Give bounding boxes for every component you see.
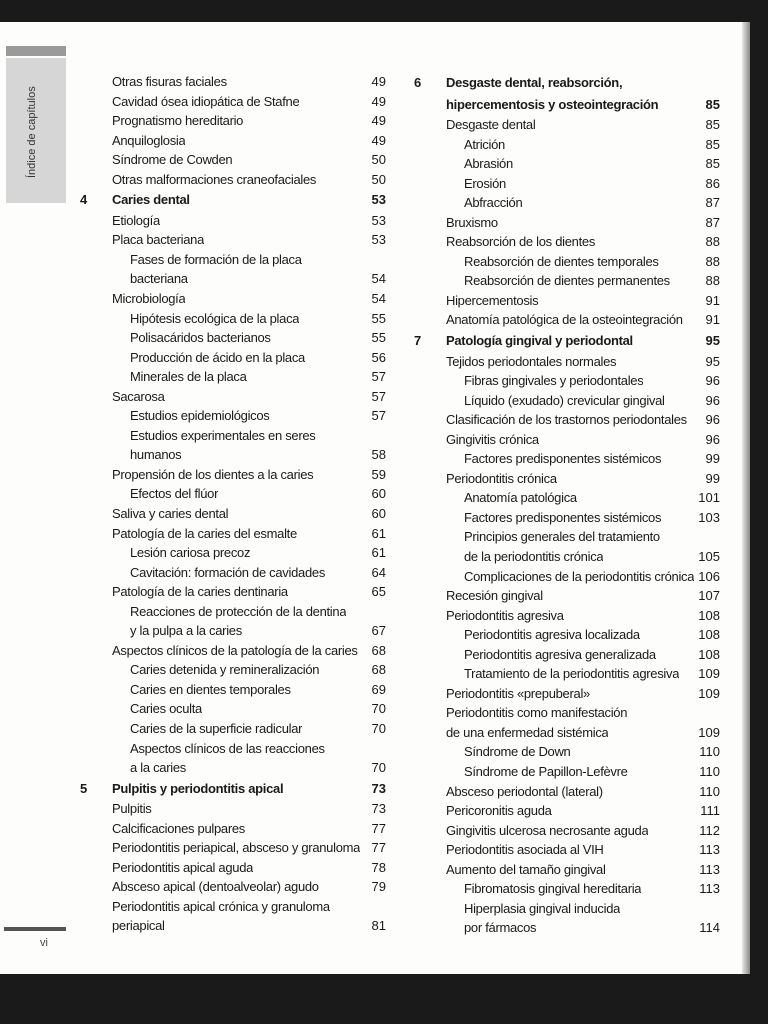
toc-entry	[414, 684, 720, 704]
toc-entry	[80, 426, 386, 446]
toc-entry	[80, 758, 386, 778]
toc-entry-title: Reacciones de protección de la dentina	[130, 603, 347, 619]
toc-entry-title: Periodontitis agresiva localizada	[464, 627, 640, 643]
toc-entry	[414, 115, 720, 135]
toc-page-number: 70	[371, 760, 386, 776]
toc-entry-title: Tratamiento de la periodontitis agresiva	[464, 666, 680, 682]
toc-page-number: 87	[705, 195, 720, 211]
toc-page-number: 105	[698, 548, 720, 564]
toc-page-number: 86	[705, 175, 720, 191]
toc-entry	[414, 586, 720, 606]
toc-page-number: 85	[705, 136, 720, 152]
toc-entry-title: Periodontitis periapical, absceso y granuloma	[112, 840, 361, 856]
toc-entry	[414, 664, 720, 684]
toc-page-number: 95	[705, 353, 720, 369]
toc-entry-title: Pulpitis y periodontitis apical	[112, 780, 284, 796]
toc-page-number: 50	[371, 152, 386, 168]
toc-entry	[80, 250, 386, 270]
toc-page-number: 49	[371, 93, 386, 109]
toc-entry-title: Microbiología	[112, 290, 186, 306]
toc-entry	[414, 918, 720, 938]
toc-entry	[414, 391, 720, 411]
toc-entry	[80, 799, 386, 819]
toc-entry	[80, 387, 386, 407]
toc-page-number: 108	[698, 627, 720, 643]
toc-page-number: 108	[698, 607, 720, 623]
toc-entry	[414, 645, 720, 665]
toc-entry	[80, 465, 386, 485]
toc-entry-title: Periodontitis apical crónica y granuloma	[112, 898, 330, 914]
toc-entry-title: Síndrome de Down	[464, 744, 571, 760]
toc-entry-title: Periodontitis «prepuberal»	[446, 685, 590, 701]
toc-entry-title: Polisacáridos bacterianos	[130, 330, 271, 346]
toc-entry-title: Abrasión	[464, 156, 513, 172]
toc-page-number: 60	[371, 505, 386, 521]
toc-entry	[414, 567, 720, 587]
toc-entry-title: Cavitación: formación de cavidades	[130, 564, 326, 580]
toc-entry	[80, 348, 386, 368]
toc-page-number: 70	[371, 721, 386, 736]
toc-page-number: 109	[698, 724, 720, 740]
toc-entry-title: Factores predisponentes sistémicos	[464, 509, 662, 525]
toc-entry	[414, 879, 720, 899]
toc-entry	[80, 131, 386, 151]
toc-entry	[80, 367, 386, 387]
toc-page-number: 49	[371, 74, 386, 89]
toc-entry	[414, 232, 720, 252]
toc-entry	[80, 328, 386, 348]
toc-page-number: 64	[371, 564, 386, 580]
toc-entry	[414, 410, 720, 430]
toc-page-number: 67	[371, 623, 386, 639]
toc-page-number: 73	[371, 801, 386, 817]
toc-page-number: 110	[699, 783, 720, 799]
toc-entry-title: Periodontitis agresiva	[446, 607, 564, 623]
toc-page-number: 114	[699, 920, 720, 936]
toc-entry-title: Lesión cariosa precoz	[130, 545, 251, 561]
toc-entry-title: Reabsorción de dientes temporales	[464, 253, 659, 269]
toc-entry-title: Desgaste dental, reabsorción,	[446, 75, 623, 90]
toc-page-number: 53	[371, 232, 386, 248]
toc-entry-title: Hipercementosis	[446, 292, 539, 308]
toc-entry	[414, 154, 720, 174]
folio-rule	[4, 927, 66, 931]
toc-page-number: 55	[371, 330, 386, 346]
toc-page-number: 77	[371, 820, 386, 836]
toc-entry-title: Efectos del flúor	[130, 486, 219, 502]
toc-entry	[80, 641, 386, 661]
toc-entry	[80, 504, 386, 524]
toc-entry	[414, 352, 720, 372]
toc-entry-title: por fármacos	[464, 920, 537, 936]
toc-page-number: 107	[698, 588, 720, 604]
toc-entry-title: Reabsorción de dientes permanentes	[464, 273, 670, 289]
toc-entry-title: Anatomía patológica de la osteointegración	[446, 312, 683, 328]
toc-page-number: 106	[698, 568, 720, 584]
toc-entry	[414, 801, 720, 821]
toc-page-number: 108	[698, 646, 720, 662]
toc-page-number: 110	[699, 764, 720, 779]
toc-entry-title: Periodontitis apical aguda	[112, 859, 254, 875]
toc-page-number: 112	[699, 822, 720, 838]
toc-entry-title: Otras malformaciones craneofaciales	[112, 171, 317, 187]
toc-entry-title: Síndrome de Cowden	[112, 152, 233, 168]
toc-entry-title: Patología gingival y periodontal	[446, 333, 633, 349]
toc-page-number: 101	[698, 490, 720, 506]
toc-entry-title: Desgaste dental	[446, 117, 536, 132]
toc-page-number: 103	[698, 509, 720, 525]
toc-entry	[80, 92, 386, 112]
toc-entry-title: Caries en dientes temporales	[130, 681, 291, 697]
toc-entry-title: Pulpitis	[112, 801, 152, 817]
toc-entry-title: Aspectos clínicos de la patología de la caries	[112, 642, 358, 658]
toc-entry	[414, 860, 720, 880]
toc-entry	[80, 445, 386, 465]
toc-entry-title: Abfracción	[464, 195, 523, 211]
toc-page-number: 85	[705, 96, 720, 112]
toc-chapter-entry	[414, 94, 720, 116]
toc-entry-title: Tejidos periodontales normales	[446, 353, 617, 369]
toc-entry-title: Anatomía patológica	[464, 490, 577, 506]
toc-entry-title: Caries detenida y remineralización	[130, 662, 320, 678]
toc-chapter-entry	[414, 72, 720, 94]
toc-entry-title: Fibromatosis gingival hereditaria	[464, 881, 642, 897]
toc-entry-title: Otras fisuras faciales	[112, 74, 227, 89]
toc-entry-title: a la caries	[130, 760, 186, 776]
toc-entry	[414, 723, 720, 743]
toc-page-number: 99	[705, 451, 720, 467]
toc-chapter-entry	[80, 778, 386, 800]
toc-entry-title: Aspectos clínicos de las reacciones	[130, 740, 325, 756]
toc-entry-title: Complicaciones de la periodontitis crónica	[464, 568, 695, 584]
toc-page-number: 54	[371, 290, 386, 306]
toc-page-number: 65	[371, 584, 386, 600]
toc-entry-title: Fases de formación de la placa	[130, 251, 302, 267]
toc-entry-title: y la pulpa a la caries	[130, 623, 242, 639]
toc-page-number: 55	[371, 310, 386, 326]
toc-entry	[80, 111, 386, 131]
toc-entry	[80, 819, 386, 839]
toc-entry-title: hipercementosis y osteointegración	[446, 96, 659, 112]
toc-page-number: 113	[699, 842, 720, 858]
toc-page-number: 85	[705, 117, 720, 132]
toc-page-number: 85	[705, 156, 720, 172]
toc-page-number: 113	[699, 881, 720, 897]
toc-page-number: 109	[698, 666, 720, 682]
toc-page-number: 91	[705, 292, 720, 308]
toc-page-number: 87	[705, 214, 720, 230]
toc-entry	[80, 916, 386, 936]
toc-entry	[414, 430, 720, 450]
toc-entry-title: Anquiloglosia	[112, 132, 186, 148]
toc-entry	[80, 309, 386, 329]
toc-entry	[80, 621, 386, 641]
toc-entry	[80, 211, 386, 231]
toc-entry	[414, 135, 720, 155]
toc-entry	[80, 739, 386, 759]
toc-page-number: 91	[705, 312, 720, 328]
toc-page-number: 60	[371, 486, 386, 502]
toc-entry	[80, 543, 386, 563]
toc-entry	[80, 858, 386, 878]
toc-page-number: 111	[700, 803, 720, 819]
toc-entry	[414, 899, 720, 919]
toc-entry	[80, 563, 386, 583]
toc-entry-title: Caries de la superficie radicular	[130, 721, 303, 736]
toc-page-number: 57	[371, 369, 386, 385]
toc-entry-title: Periodontitis asociada al VIH	[446, 842, 604, 858]
toc-entry-title: Placa bacteriana	[112, 232, 205, 248]
toc-entry	[80, 838, 386, 858]
toc-page-number: 61	[371, 525, 386, 541]
toc-entry-title: Caries dental	[112, 192, 190, 208]
toc-entry-title: Minerales de la placa	[130, 369, 247, 385]
toc-entry	[80, 602, 386, 622]
toc-page-number: 57	[371, 388, 386, 404]
toc-entry-title: Periodontitis agresiva generalizada	[464, 646, 656, 662]
toc-entry	[414, 449, 720, 469]
toc-entry	[414, 527, 720, 547]
toc-entry-title: Aumento del tamaño gingival	[446, 861, 606, 877]
toc-entry	[414, 762, 720, 782]
toc-chapter-entry	[414, 330, 720, 352]
toc-entry	[80, 150, 386, 170]
toc-page-number: 88	[705, 234, 720, 250]
chapter-number: 6	[414, 75, 422, 90]
toc-page-number: 109	[698, 685, 720, 701]
toc-entry	[80, 897, 386, 917]
toc-entry	[414, 271, 720, 291]
toc-entry	[80, 484, 386, 504]
toc-entry-title: Periodontitis crónica	[446, 470, 557, 486]
toc-entry-title: Factores predisponentes sistémicos	[464, 451, 662, 467]
toc-entry-title: de la periodontitis crónica	[464, 548, 604, 564]
toc-entry-title: Bruxismo	[446, 214, 498, 230]
toc-page-number: 96	[705, 431, 720, 447]
toc-page-number: 113	[699, 861, 720, 877]
toc-page-number: 54	[371, 271, 386, 287]
toc-entry-title: bacteriana	[130, 271, 188, 287]
toc-entry	[80, 524, 386, 544]
toc-page-number: 96	[705, 373, 720, 389]
toc-entry-title: Calcificaciones pulpares	[112, 820, 245, 836]
toc-entry-title: Pericoronitis aguda	[446, 803, 552, 819]
toc-page-number: 95	[705, 333, 720, 349]
toc-entry-title: Prognatismo hereditario	[112, 113, 244, 129]
toc-entry-title: Caries oculta	[130, 701, 202, 717]
toc-page-number: 53	[371, 212, 386, 228]
toc-entry-title: periapical	[112, 918, 165, 934]
toc-page-number: 81	[371, 918, 386, 934]
toc-entry	[80, 230, 386, 250]
toc-entry-title: Estudios experimentales en seres	[130, 427, 316, 443]
toc-entry-title: Fibras gingivales y periodontales	[464, 373, 644, 389]
toc-entry	[80, 719, 386, 739]
toc-entry-title: Patología de la caries del esmalte	[112, 525, 297, 541]
toc-entry-title: Hipótesis ecológica de la placa	[130, 310, 300, 326]
toc-entry-title: Hiperplasia gingival inducida	[464, 900, 621, 916]
toc-entry	[414, 840, 720, 860]
chapter-number: 4	[80, 192, 88, 208]
toc-right-column	[414, 72, 720, 938]
toc-page-number: 56	[371, 349, 386, 365]
toc-entry-title: Propensión de los dientes a la caries	[112, 466, 314, 482]
toc-entry-title: Gingivitis crónica	[446, 431, 539, 447]
toc-entry	[414, 821, 720, 841]
toc-chapter-entry	[80, 189, 386, 211]
toc-entry	[80, 72, 386, 92]
toc-entry-title: Saliva y caries dental	[112, 505, 229, 521]
toc-entry-title: Síndrome de Papillon-Lefèvre	[464, 764, 628, 779]
toc-page-number: 96	[705, 392, 720, 408]
toc-entry	[414, 469, 720, 489]
toc-page-number: 70	[371, 701, 386, 717]
toc-entry-title: Clasificación de los trastornos periodontales	[446, 412, 687, 428]
toc-page-number: 96	[705, 412, 720, 428]
toc-page-number: 69	[371, 681, 386, 697]
toc-entry	[414, 625, 720, 645]
toc-entry-title: humanos	[130, 447, 182, 463]
toc-page-number: 78	[371, 859, 386, 875]
toc-entry	[414, 193, 720, 213]
toc-entry-title: Reabsorción de los dientes	[446, 234, 596, 250]
toc-page-number: 68	[371, 662, 386, 678]
toc-entry	[414, 252, 720, 272]
toc-entry-title: Periodontitis como manifestación	[446, 705, 628, 721]
toc-entry-title: Estudios epidemiológicos	[130, 408, 270, 424]
toc-entry-title: Etiología	[112, 212, 160, 228]
toc-entry	[414, 371, 720, 391]
toc-entry	[414, 213, 720, 233]
toc-entry-title: Erosión	[464, 175, 506, 191]
toc-page-number: 53	[371, 192, 386, 208]
toc-entry-title: Sacarosa	[112, 388, 165, 404]
toc-page-number: 110	[699, 744, 720, 760]
toc-page-number: 50	[371, 171, 386, 187]
toc-page-number: 49	[371, 132, 386, 148]
toc-entry-title: Líquido (exudado) crevicular gingival	[464, 392, 665, 408]
toc-entry	[80, 170, 386, 190]
toc-entry	[414, 488, 720, 508]
toc-entry-title: Producción de ácido en la placa	[130, 349, 305, 365]
toc-entry	[414, 310, 720, 330]
toc-page-number: 88	[705, 253, 720, 269]
toc-entry	[414, 547, 720, 567]
toc-page-number: 49	[371, 113, 386, 129]
toc-entry-title: Cavidad ósea idiopática de Stafne	[112, 93, 300, 109]
toc-entry-title: Gingivitis ulcerosa necrosante aguda	[446, 822, 649, 838]
toc-entry-title: Principios generales del tratamiento	[464, 529, 660, 545]
page-edge-shadow	[742, 22, 750, 974]
toc-entry	[414, 782, 720, 802]
toc-entry	[414, 291, 720, 311]
toc-entry-title: Absceso periodontal (lateral)	[446, 783, 603, 799]
toc-page-number: 88	[705, 273, 720, 289]
toc-left-column	[80, 72, 386, 936]
chapter-number: 7	[414, 333, 422, 349]
toc-entry	[80, 660, 386, 680]
folio: vi	[40, 937, 48, 949]
toc-entry-title: Recesión gingival	[446, 588, 543, 604]
toc-page-number: 99	[705, 470, 720, 486]
toc-entry	[414, 606, 720, 626]
toc-entry-title: Absceso apical (dentoalveolar) agudo	[112, 879, 319, 895]
toc-page-number: 57	[371, 408, 386, 424]
toc-entry	[414, 174, 720, 194]
toc-page-number: 73	[371, 780, 386, 796]
toc-entry	[80, 582, 386, 602]
toc-entry	[414, 703, 720, 723]
toc-entry	[80, 699, 386, 719]
toc-entry	[80, 406, 386, 426]
toc-entry	[80, 289, 386, 309]
toc-entry-title: Atrición	[464, 136, 505, 152]
toc-entry	[414, 742, 720, 762]
toc-entry	[80, 680, 386, 700]
toc-page-number: 58	[371, 447, 386, 463]
toc-entry-title: de una enfermedad sistémica	[446, 724, 609, 740]
toc-page-number: 77	[371, 840, 386, 856]
toc-entry	[80, 269, 386, 289]
side-tab-accent	[6, 46, 66, 56]
toc-page-number: 59	[371, 466, 386, 482]
side-tab-label: Índice de capítulos	[26, 86, 38, 178]
toc-page-number: 68	[371, 642, 386, 658]
toc-page-number: 61	[371, 545, 386, 561]
chapter-number: 5	[80, 780, 88, 796]
toc-entry	[414, 508, 720, 528]
toc-page-number: 79	[371, 879, 386, 895]
toc-entry	[80, 877, 386, 897]
toc-entry-title: Patología de la caries dentinaria	[112, 584, 288, 600]
